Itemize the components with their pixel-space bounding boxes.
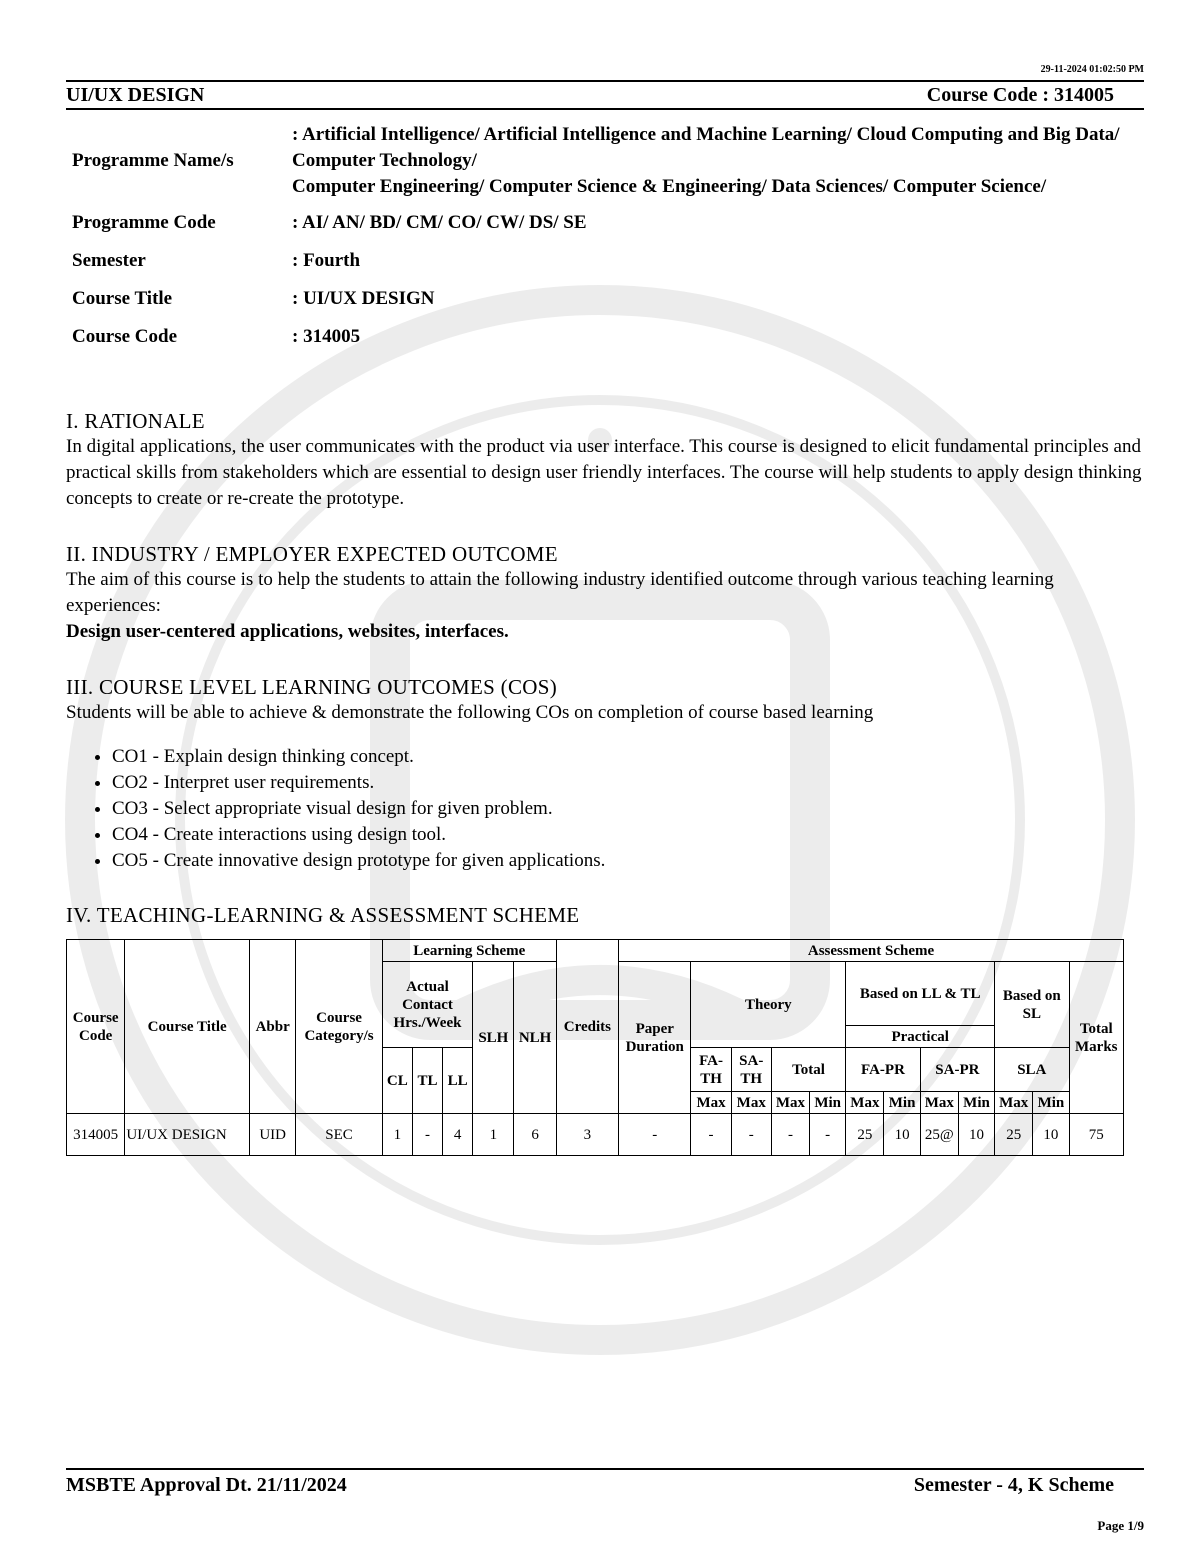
col-abbr: Abbr [250,940,296,1114]
col-paper-duration: Paper Duration [619,962,691,1114]
outcome-bold: Design user-centered applications, websites, interfaces. [66,621,509,642]
cos-section [66,674,1144,874]
footer-approval: MSBTE Approval Dt. 21/11/2024 [66,1473,347,1496]
list-item: • CO5 - Create innovative design prototype for given applications. [112,848,1144,874]
col-cl: CL [382,1048,412,1114]
col-nlh: NLH [514,962,556,1114]
max-label: Max [771,1092,809,1114]
cell-total-min: - [810,1114,846,1156]
rationale-heading: I. RATIONALE [66,409,205,433]
cell-course-code: 314005 [67,1114,125,1156]
col-tl: TL [412,1048,442,1114]
cell-category: SEC [296,1114,382,1156]
rationale-section [66,408,1144,512]
max-label: Max [691,1092,731,1114]
scheme-section [66,902,1144,928]
col-total: Total [771,1048,845,1092]
page-header [66,80,1144,110]
table-row [67,1114,1124,1156]
cell-abbr: UID [250,1114,296,1156]
cell-ll: 4 [443,1114,473,1156]
learning-scheme-header: Learning Scheme [382,940,556,962]
col-fa-th: FA-TH [691,1048,731,1092]
assessment-scheme-header: Assessment Scheme [619,940,1124,962]
list-item: • CO1 - Explain design thinking concept. [112,744,1144,770]
info-value [286,118,1144,204]
cell-fa-th-max: - [691,1114,731,1156]
outcome-section [66,541,1144,645]
header-course-code: Course Code : 314005 [926,83,1114,106]
col-sa-th: SA-TH [731,1048,771,1092]
info-value: : Fourth [292,250,361,271]
cell-paper-duration: - [619,1114,691,1156]
list-item: • CO4 - Create interactions using design tool. [112,822,1144,848]
theory-header: Theory [691,962,846,1048]
cell-cl: 1 [382,1114,412,1156]
programme-names-line-1: : Artificial Intelligence/ Artificial Intelligence and Machine Learning/ Cloud Computing and Big Data/ Computer Technology/ [292,124,1120,171]
cos-intro: Students will be able to achieve & demonstrate the following COs on completion of course based learning [66,702,874,723]
min-label: Min [810,1092,846,1114]
actual-contact-header: Actual Contact Hrs./Week [382,962,472,1048]
max-label: Max [995,1092,1033,1114]
col-sa-pr: SA-PR [920,1048,994,1092]
col-course-code: Course Code [67,940,125,1114]
footer-semester: Semester - 4, K Scheme [913,1473,1114,1496]
min-label: Min [958,1092,994,1114]
min-label: Min [1033,1092,1069,1114]
col-credits: Credits [556,940,618,1114]
info-value: : UI/UX DESIGN [292,288,435,309]
min-label: Min [884,1092,920,1114]
cell-fa-pr-min: 10 [884,1114,920,1156]
page-number: Page 1/9 [1097,1518,1144,1533]
cell-fa-pr-max: 25 [846,1114,884,1156]
cell-total-marks: 75 [1069,1114,1124,1156]
page-footer [66,1468,1144,1500]
cos-heading: III. COURSE LEVEL LEARNING OUTCOMES (COS) [66,675,557,699]
info-key: Course Code [72,326,178,347]
cell-credits: 3 [556,1114,618,1156]
col-fa-pr: FA-PR [846,1048,920,1092]
max-label: Max [846,1092,884,1114]
list-item: • CO2 - Interpret user requirements. [112,770,1144,796]
col-ll: LL [443,1048,473,1114]
based-ll-tl-header: Based on LL & TL [846,962,995,1026]
rationale-text: In digital applications, the user communicates with the product via user interface. This course is designed to elicit fundamental principles and practical skills from stakeholders which are essential to design user friendly interfaces. The course will help students to apply design thinking concepts to create or re-create the prototype. [66,436,1142,509]
outcome-text: The aim of this course is to help the students to attain the following industry identified outcome through various teaching learning experiences: [66,569,1054,616]
course-info-table [66,118,1144,356]
based-sl-header: Based on SL [995,962,1069,1048]
info-value: : 314005 [292,326,361,347]
scheme-heading: IV. TEACHING-LEARNING & ASSESSMENT SCHEME [66,903,580,927]
col-category: Course Category/s [296,940,382,1114]
scheme-table [66,939,1124,1156]
cell-course-title: UI/UX DESIGN [125,1114,250,1156]
max-label: Max [731,1092,771,1114]
cell-tl: - [412,1114,442,1156]
cell-sa-pr-max: 25@ [920,1114,958,1156]
practical-header: Practical [846,1026,995,1048]
info-key: Programme Name/s [72,150,234,171]
cell-sla-max: 25 [995,1114,1033,1156]
header-course-title: UI/UX DESIGN [66,83,205,106]
cell-sa-pr-min: 10 [958,1114,994,1156]
info-key: Semester [72,250,146,271]
info-key: Course Title [72,288,173,309]
cell-slh: 1 [473,1114,514,1156]
programme-names-line-2: Computer Engineering/ Computer Science & Engineering/ Data Sciences/ Computer Science/ [292,176,1047,197]
print-timestamp: 29-11-2024 01:02:50 PM [1040,64,1144,75]
cell-total-max: - [771,1114,809,1156]
info-value: : AI/ AN/ BD/ CM/ CO/ CW/ DS/ SE [292,212,587,233]
cell-sa-th-max: - [731,1114,771,1156]
max-label: Max [920,1092,958,1114]
list-item: • CO3 - Select appropriate visual design for given problem. [112,796,1144,822]
cell-sla-min: 10 [1033,1114,1069,1156]
cos-list [66,744,1144,874]
col-course-title: Course Title [125,940,250,1114]
outcome-heading: II. INDUSTRY / EMPLOYER EXPECTED OUTCOME [66,542,558,566]
col-sla: SLA [995,1048,1069,1092]
info-key: Programme Code [72,212,216,233]
col-slh: SLH [473,962,514,1114]
col-total-marks: Total Marks [1069,962,1124,1114]
cell-nlh: 6 [514,1114,556,1156]
